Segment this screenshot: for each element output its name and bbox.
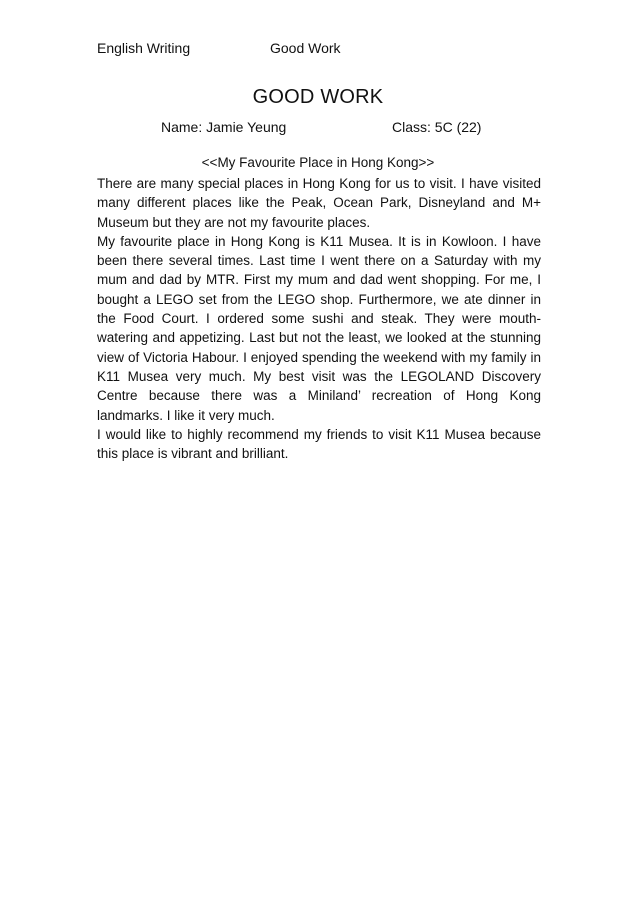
- essay-paragraph: I would like to highly recommend my friends to visit K11 Musea because this place is vibrant and brilliant.: [97, 426, 541, 462]
- essay-title: <<My Favourite Place in Hong Kong>>: [201, 155, 435, 170]
- header-category: Good Work: [270, 40, 341, 56]
- student-name: Name: Jamie Yeung: [161, 119, 287, 135]
- essay-body: [97, 174, 541, 463]
- essay-paragraph: My favourite place in Hong Kong is K11 Musea. It is in Kowloon. I have been there several times. Last time I went there on a Saturday with my mum and dad by MTR. First my mum and dad went shopping. For me, I bought a LEGO set from the LEGO shop. Furthermore, we ate dinner in the Food Court. I ordered some sushi and steak. They were mouth-watering and appetizing. Last but not the least, we looked at the stunning view of Victoria Habour. I enjoyed spending the weekend with my family in K11 Musea very much. My best visit was the LEGOLAND Discovery Centre because there was a Miniland’ recreation of Hong Kong landmarks. I like it very much.: [97, 233, 541, 423]
- page-title: GOOD WORK: [252, 86, 384, 108]
- essay-paragraph: There are many special places in Hong Kong for us to visit. I have visited many different places like the Peak, Ocean Park, Disneyland and M+ Museum but they are not my favourite places.: [97, 176, 541, 230]
- student-class: Class: 5C (22): [392, 119, 482, 135]
- header-subject: English Writing: [97, 40, 191, 56]
